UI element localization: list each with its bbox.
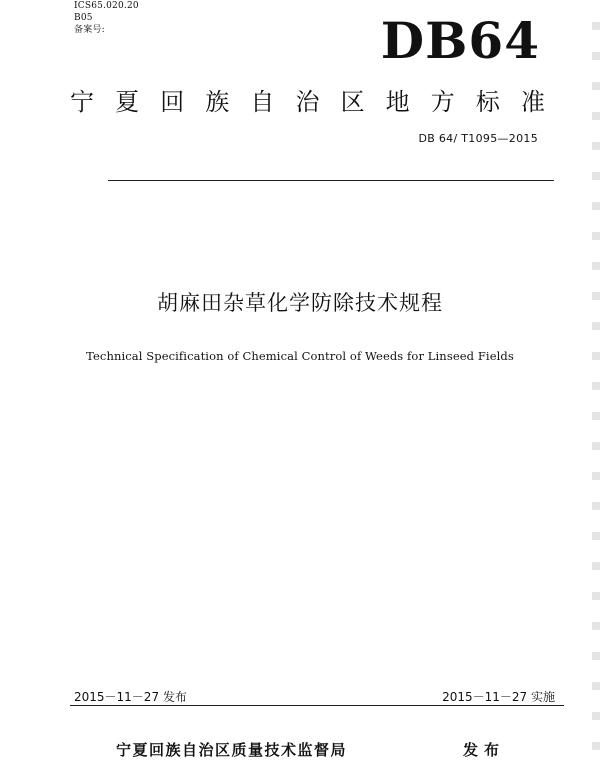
standard-type-char: 自: [250, 88, 275, 116]
record-number-label: 备案号:: [74, 25, 105, 35]
publish-date: 2015－11－27 发布: [74, 690, 187, 704]
issue-label: 发布: [463, 741, 506, 759]
standard-number: DB 64/ T1095—2015: [418, 132, 538, 145]
standard-type-char: 方: [430, 88, 455, 116]
standard-logo: DB64: [380, 11, 540, 70]
standard-type-char: 回: [160, 88, 185, 116]
standard-type-char: 地: [385, 88, 410, 116]
footer-divider: [70, 705, 564, 706]
issuing-authority: 宁夏回族自治区质量技术监督局: [116, 741, 348, 759]
standard-type-char: 治: [295, 88, 320, 116]
standard-type-char: 宁: [70, 88, 94, 116]
page-scan-edge: [592, 0, 600, 767]
header-divider: [108, 180, 554, 181]
ics-code: ICS65.020.20: [74, 1, 139, 11]
document-title-en: Technical Specification of Chemical Control of Weeds for Linseed Fields: [86, 349, 514, 363]
document-title-zh: 胡麻田杂草化学防除技术规程: [157, 291, 443, 315]
standard-type-char: 标: [475, 88, 500, 116]
standard-type-heading: [70, 88, 545, 116]
standard-type-char: 准: [520, 88, 545, 116]
implement-date: 2015－11－27 实施: [442, 690, 555, 704]
classification-code: B05: [74, 13, 93, 23]
standard-type-char: 区: [340, 88, 365, 116]
standard-type-char: 夏: [115, 88, 140, 116]
standard-type-char: 族: [205, 88, 230, 116]
